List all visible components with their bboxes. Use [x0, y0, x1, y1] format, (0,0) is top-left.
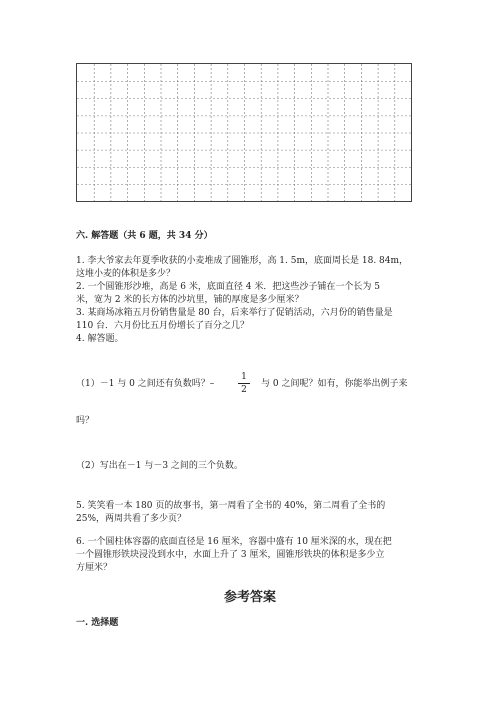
- answers-title: 参考答案: [223, 590, 276, 605]
- question-1-line-2: 这堆小麦的体积是多少？: [76, 269, 176, 279]
- sub-question-1-part-c: 吗？: [76, 416, 95, 426]
- question-1-line-1: 1. 李大爷家去年夏季收获的小麦堆成了圆锥形，高 1. 5m，底面周长是 18. 84m，: [76, 256, 409, 266]
- question-6-line-3: 方厘米？: [76, 563, 113, 573]
- answer-grid: [76, 63, 412, 202]
- question-2-line-1: 2. 一个圆锥形沙堆，高是 6 米，底面直径 4 米．把这些沙子铺在一个长为 5: [76, 282, 380, 292]
- question-5-line-2: 25%，两周共看了多少页？: [76, 514, 187, 524]
- question-5-line-1: 5. 笑笑看一本 180 页的故事书，第一周看了全书的 40%，第二周看了全书的: [76, 501, 386, 511]
- fraction-bar: [238, 383, 250, 384]
- question-4: 4. 解答题。: [76, 334, 124, 344]
- answers-sub-heading: 一. 选择题: [76, 618, 119, 628]
- grid-lines: [77, 64, 413, 203]
- question-2-line-2: 米，宽为 2 米的长方体的沙坑里，铺的厚度是多少厘米？: [76, 295, 304, 305]
- sub-question-2: （2）写出在－1 与－3 之间的三个负数。: [76, 461, 243, 471]
- fraction-denominator: 2: [241, 385, 247, 395]
- question-6-line-2: 一个圆锥形铁块浸没到水中，水面上升了 3 厘米，圆锥形铁块的体积是多少立: [76, 550, 385, 560]
- section-heading: 六. 解答题（共 6 题，共 34 分）: [76, 231, 213, 241]
- sub-question-1-part-b: 与 0 之间呢？如有，你能举出例子来: [261, 379, 408, 389]
- fraction-numerator: 1: [241, 372, 247, 382]
- question-3-line-2: 110 台．六月份比五月份增长了百分之几？: [76, 321, 250, 331]
- question-6-line-1: 6. 一个圆柱体容器的底面直径是 16 厘米，容器中盛有 10 厘米深的水，现在把: [76, 537, 392, 547]
- fraction-one-half: [238, 372, 250, 395]
- sub-question-1-part-a: （1）－1 与 0 之间还有负数吗？–: [76, 379, 215, 389]
- question-3-line-1: 3. 某商场冰箱五月份销售量是 80 台，后来举行了促销活动，六月份的销售量是: [76, 308, 393, 318]
